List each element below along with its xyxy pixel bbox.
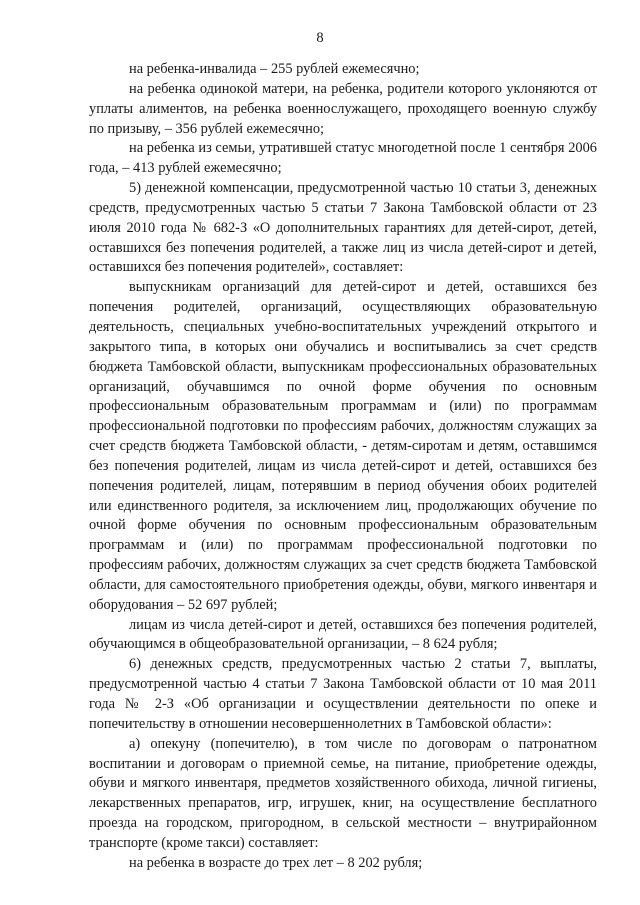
- paragraph: 6) денежных средств, предусмотренных частью 2 статьи 7, выплаты, предусмотренной частью 4 статьи 7 Закона Тамбовской области от 10 мая 2011 года № 2-З «Об организации и осуществлении деятельности по опеке и попечительству в отношении несовершеннолетних в Тамбовской области»:: [89, 656, 597, 732]
- paragraph: выпускникам организаций для детей-сирот и детей, оставшихся без попечения родителей, организаций, осуществляющих образовательную деятельность, специальных учебно-воспитательных учреждений открытого и закрытого типа, в которых они обучались и воспитывались за счет средств бюджета Тамбовской области, выпускникам профессиональных образовательных организаций, обучавшимся по очной форме обучения по основным профессиональным образовательным программам и (или) по программам профессиональной подготовки по профессиям рабочих, должностям служащих за счет средств бюджета Тамбовской области, - детям-сиротам и детям, оставшимся без попечения родителей, лицам из числа детей-сирот и детей, оставшихся без попечения родителей, лицам, потерявшим в период обучения обоих родителей или единственного родителя, за исключением лиц, продолжающих обучение по очной форме обучения по основным профессиональным образовательным программам и (или) по программам профессиональной подготовки по профессиям рабочих, должностям служащих за счет средств бюджета Тамбовской области, для самостоятельного приобретения одежды, обуви, мягкого инвентаря и оборудования – 52 697 рублей;: [89, 279, 597, 613]
- paragraph: на ребенка из семьи, утратившей статус многодетной после 1 сентября 2006 года, – 413 рублей ежемесячно;: [89, 140, 597, 177]
- paragraph: на ребенка одинокой матери, на ребенка, родители которого уклоняются от уплаты алиментов, на ребенка военнослужащего, проходящего военную службу по призыву, – 356 рублей ежемесячно;: [89, 80, 597, 137]
- page-number: 8: [316, 30, 324, 46]
- paragraph: 5) денежной компенсации, предусмотренной частью 10 статьи 3, денежных средств, предусмотренных частью 5 статьи 7 Закона Тамбовской области от 23 июля 2010 года № 682-З «О дополнительных гарантиях для детей-сирот, детей, оставшихся без попечения родителей, а также лиц из числа детей-сирот и детей, оставшихся без попечения родителей», составляет:: [89, 180, 597, 276]
- document-body: [89, 60, 597, 874]
- paragraph: а) опекуну (попечителю), в том числе по договорам о патронатном воспитании и договорам о приемной семье, на питание, приобретение одежды, обуви и мягкого инвентаря, предметов хозяйственного обихода, личной гигиены, лекарственных препаратов, игр, игрушек, книг, на осуществление бесплатного проезда на городском, пригородном, в сельской местности – внутрирайонном транспорте (кроме такси) составляет:: [89, 735, 597, 851]
- paragraph: лицам из числа детей-сирот и детей, оставшихся без попечения родителей, обучающимся в общеобразовательной организации, – 8 624 рубля;: [89, 616, 597, 653]
- paragraph: на ребенка в возрасте до трех лет – 8 202 рубля;: [129, 854, 423, 871]
- paragraph: на ребенка-инвалида – 255 рублей ежемесячно;: [129, 61, 420, 77]
